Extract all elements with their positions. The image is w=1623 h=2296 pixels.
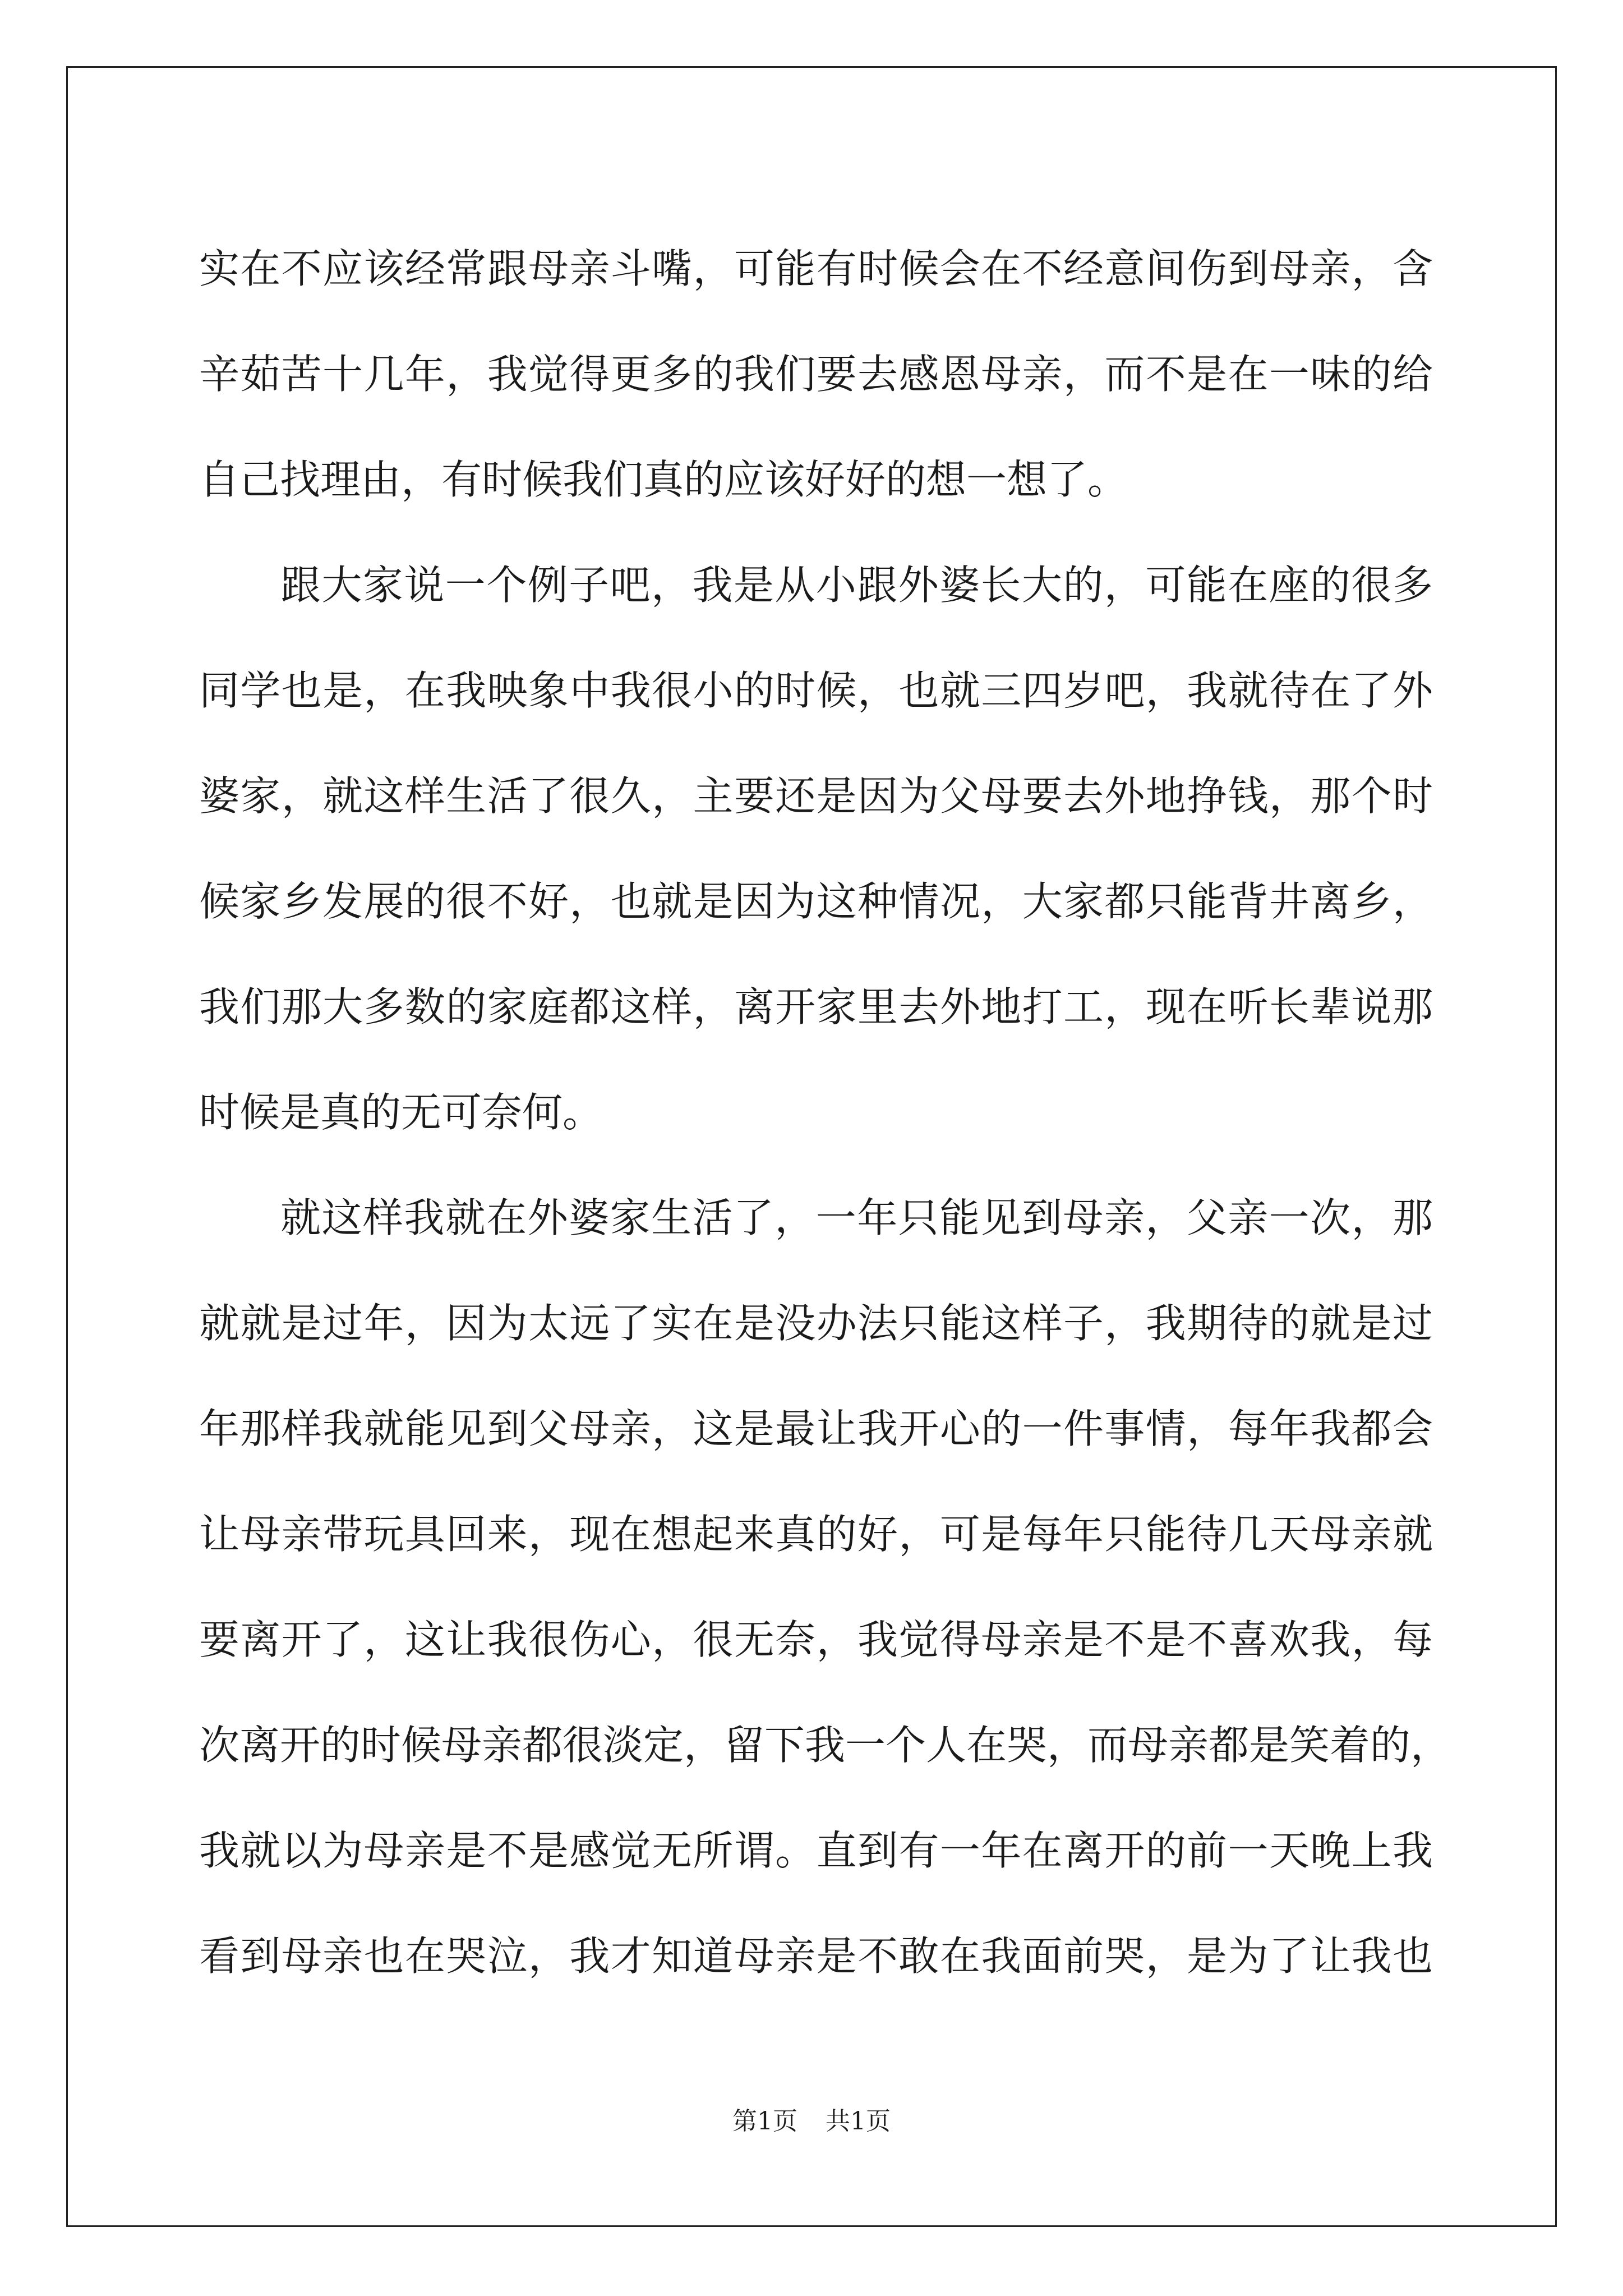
text-line: 自己找理由，有时候我们真的应该好好的想一想了。	[199, 456, 1128, 503]
text-line: 次离开的时候母亲都很淡定，留下我一个人在哭，而母亲都是笑着的，	[199, 1722, 1451, 1769]
page-number: 第1页	[732, 2107, 797, 2136]
text-line: 我们那大多数的家庭都这样，离开家里去外地打工，现在听长辈说那	[199, 983, 1433, 1030]
text-line: 要离开了，这让我很伤心，很无奈，我觉得母亲是不是不喜欢我，每	[199, 1616, 1433, 1663]
text-line: 我就以为母亲是不是感觉无所谓。直到有一年在离开的前一天晚上我	[199, 1827, 1433, 1874]
text-line: 就就是过年，因为太远了实在是没办法只能这样子，我期待的就是过	[199, 1300, 1433, 1347]
paragraph-start-line: 就这样我就在外婆家生活了，一年只能见到母亲，父亲一次，那	[280, 1194, 1433, 1241]
text-line: 辛茹苦十几年，我觉得更多的我们要去感恩母亲，而不是在一味的给	[199, 351, 1433, 398]
text-line: 同学也是，在我映象中我很小的时候，也就三四岁吧，我就待在了外	[199, 667, 1433, 714]
page-total: 共1页	[826, 2107, 891, 2136]
text-line: 时候是真的无可奈何。	[199, 1089, 603, 1136]
text-line: 候家乡发展的很不好，也就是因为这种情况，大家都只能背井离乡，	[199, 878, 1433, 925]
text-line: 婆家，就这样生活了很久，主要还是因为父母要去外地挣钱，那个时	[199, 772, 1433, 820]
text-line: 让母亲带玩具回来，现在想起来真的好，可是每年只能待几天母亲就	[199, 1511, 1433, 1558]
page-footer	[0, 2101, 1623, 2137]
text-line: 年那样我就能见到父母亲，这是最让我开心的一件事情，每年我都会	[199, 1405, 1433, 1452]
document-body	[199, 216, 1451, 2009]
text-line: 实在不应该经常跟母亲斗嘴，可能有时候会在不经意间伤到母亲，含	[199, 245, 1433, 292]
text-line: 看到母亲也在哭泣，我才知道母亲是不敢在我面前哭，是为了让我也	[199, 1932, 1433, 1980]
paragraph-start-line: 跟大家说一个例子吧，我是从小跟外婆长大的，可能在座的很多	[280, 562, 1433, 609]
